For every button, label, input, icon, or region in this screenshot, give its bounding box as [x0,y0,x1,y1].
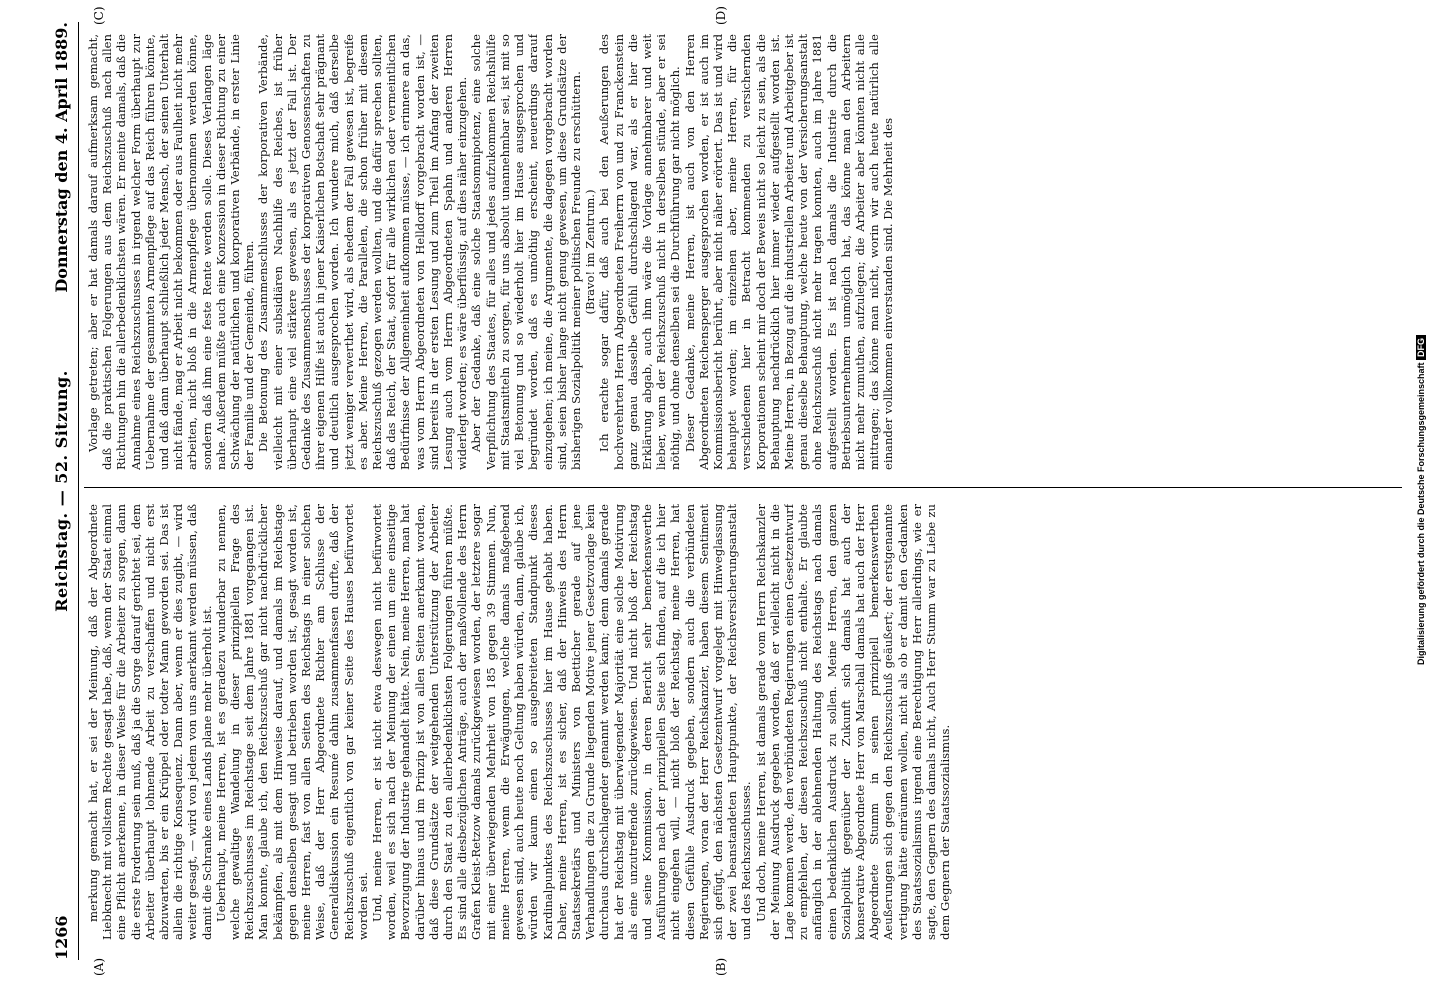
paragraph: Dieser Gedanke, meine Herren, ist auch von den Herren Abgeordneten Reichensperger ausgesprochen worden, er ist auch im Kommissionsbericht berührt, aber nicht näher erörtert. Das ist und wird behauptet worden; im einzelnen aber, meine Herren, für die verschiedenen hier in Betracht kommenden zu versichernden Korporationen scheint mir doch der Beweis nicht so leicht zu sein, als die Behauptung nachdrücklich hier immer wieder aufgestellt worden ist. Meine Herren, in Bezug auf die industriellen Arbeiter und Arbeitgeber ist genau dieselbe Behauptung, welche heute von der Versicherungsanstalt ohne Reichszuschuß nicht mehr tragen konnten, auch im Jahre 1881 aufgestellt worden. Es ist nach damals die Industrie durch die Betriebsunternehmern unmöglich hat, das könne man den Arbeitern nicht mehr zumuthen, aufzulegen; die Arbeiter aber könnten nicht alle mittragen; das könne man nicht, worin wir auch heute natürlich alle einander vollkommen einverstanden sind. Die Mehrheit des [682,34,896,470]
digitization-footer [1416,0,1426,1000]
margin-marker-a: (A) [92,957,106,976]
margin-marker-d: (D) [714,6,728,25]
margin-marker-b: (B) [714,957,728,976]
paragraph: Ich erachte sogar dafür, daß auch bei den Aeußerungen des hochverehrten Herrn Abgeordneten Freiherrn von und zu Franckenstein ganz genau dasselbe Gefühl durchschlagend war, als er hier die Erklärung abgab, auch ihm wäre die Vorlage annehmbarer und weit lieber, wenn der Reichszuschuß nicht in derselben stünde, aber er sei nöthig, und ohne denselben sei die Durchführung gar nicht möglich. [597,34,683,470]
paragraph: Ueberhaupt, meine Herren, ist es geradezu wunderbar zu nennen, welche gewaltige Wandelung in dieser prinzipiellen Frage des Reichszuschusses im Reichstage seit dem Jahre 1881 vorgegangen ist. Man konnte, glaube ich, den Reichszuschuß gar nicht nachdrücklicher bekämpfen, als mit dem Hinweise darauf, und damals im Reichstage gegen denselben gesagt und betrieben worden ist, gesagt worden ist, meine Herren, fast von allen Seiten des Reichstags in einer solchen Weise, daß der Herr Abgeordnete Richter am Schlusse der Generaldiskussion ein Resumé dahin zusammenfassen durfte, daß der Reichszuschuß eigentlich von gar keiner Seite des Hauses befürwortet worden sei. [213,504,370,940]
page-header [52,22,76,960]
column-divider [84,487,1402,488]
header-date: Donnerstag den 4. April 1889. [52,22,71,293]
paragraph: merkung gemacht hat, er sei der Meinung, daß der Abgeordnete Liebknecht mit vollstem Rechte gesagt habe, daß, wenn der Staat einmal eine Pflicht anerkenne, in dieser Weise für die Arbeiter zu sorgen, dann die erste Forderung sein muß, daß ja die Sorge darauf gerichtet sei, dem Arbeiter überhaupt lohnende Arbeit zu verschaffen und nicht erst abzuwarten, bis er ein Krüppel oder todter Mann geworden sei. Das ist allein die richtige Konsequenz. Dann aber, wenn er dies zugibt, — wird weiter gesagt, — wird von jedem von uns anerkannt werden müssen, daß damit die Schranke eines Lands plane mehr überholt ist. [86,504,214,940]
paragraph: Die Betonung des Zusammenschlusses der korporativen Verbände, vielleicht mit einer subsidiären Nachhilfe des Reiches, ist früher überhaupt eine viel stärkere gewesen, als es jetzt der Fall ist. Der Gedanke des Zusammenschlusses der korporativen Genossenschaften zu ihrer eigenen Hilfe ist auch in jener Kaiserlichen Botschaft sehr prägnant und deutlich ausgesprochen worden. Ich wundere mich, daß derselbe jetzt weniger verwerthet wird, als ehedem der Fall gewesen ist, begreife es aber. Meine Herren, die Parallelen, die schon früher mit diesem Reichszuschuß gezogen werden wollten, und die dafür sprechen sollten, daß das Reich, der Staat, sofort für alle wirklichen oder vermeintlichen Bedürfnisse der Allgemeinheit aufkommen müsse, — ich erinnere an das, was vom Herrn Abgeordneten von Helldorff vorgebracht worden ist, — sind bereits in der ersten Lesung und zum Theil im Anfang der zweiten Lesung auch vom Herrn Abgeordneten Spahn und anderen Herren widerlegt worden; es wäre überflüssig, auf dies näher einzugehen. [256,34,470,470]
page-number: 1266 [52,915,71,960]
footer-text: Digitalisierung gefördert durch die Deutsche Forschungsgemeinschaft [1416,362,1426,666]
text-column-right [86,34,1396,470]
margin-marker-c: (C) [92,6,106,25]
paragraph: Aber der Gedanke, daß eine solche Staatsomnipotenz, eine solche Verpflichtung des Staates, für alles und jedes aufzukommen Reichshülfe mit Staatsmitteln zu sorgen, für uns absolut unannehmbar sei, ist mit so viel Betonung und so wiederholt hier im Hause ausgesprochen und begründet worden, daß es unnöthig erscheint, neuerdings darauf einzugehen; ich meine, die Argumente, die dagegen vorgebracht worden sind, seien bisher lange nicht genug gewesen, um diese Grundsätze der bisherigen Sozialpolitik meiner politischen Freunde zu erschüttern. [469,34,583,470]
text-column-left [86,504,1396,940]
paragraph-interjection: (Bravo! im Zentrum.) [583,189,598,315]
dfg-badge: DFG [1416,335,1426,360]
paragraph: Und, meine Herren, er ist nicht etwa deswegen nicht befürwortet worden, weil es sich nach der Meinung der einen um eine einseitige Bevorzugung der Industrie gehandelt hätte. Nein, meine Herren, man hat darüber hinaus und im Prinzip ist von allen Seiten anerkannt worden, daß diese Grundsätze der weitgehenden Unterstützung der Arbeiter durch den Staat zu den allerbedenklichsten Folgerungen führen müßte. Es sind alle diesbezüglichen Anträge, auch der maßvollende des Herrn Grafen Kleist-Retzow damals zurückgewiesen worden, der letztere sogar mit einer überwiegenden Mehrheit von 185 gegen 39 Stimmen. Nun, meine Herren, wenn die Erwägungen, welche damals maßgebend gewesen sind, auch heute noch Geltung haben würden, dann, glaube ich, würden wir kaum einen so ausgebreiteten Standpunkt dieses Kardinalpunktes des Reichszuschusses hier im Hause gehabt haben. Daher, meine Herren, ist es sicher, daß der Hinweis des Herrn Staatssekretärs und Ministers von Boetticher gerade auf jene Verhandlungen die zu Grunde liegenden Motive jener Gesetzvorlage kein durchaus durchschlagender genannt werden kann; denn damals gerade hat der Reichstag mit überwiegender Majorität eine solche Motivirung als eine unzutreffende zurückgewiesen. Und nicht bloß der Reichstag und seine Kommission, in deren Bericht sehr bemerkenswerthe Ausführungen nach der prinzipiellen Seite sich finden, auf die ich hier nicht eingehen will, — nicht bloß der Reichstag, meine Herren, hat diesen Gefühle Ausdruck gegeben, sondern auch die verbündeten Regierungen, voran der Herr Reichskanzler, haben diesem Sentiment sich gefügt, den nächsten Gesetzentwurf vorgelegt mit Hinweglassung der zwei beanstandeten Hauptpunkte, der Reichsversicherungsanstalt und des Reichszuschusses. [370,504,754,940]
paragraph: Vorlage getreten; aber er hat damals darauf aufmerksam gemacht, daß die praktischen Folgerungen aus dem Reichszuschuß nach allen Richtungen hin die allerbedenklichsten wären. Er meinte damals, daß die Annahme eines Reichszuschusses in irgend welcher Form überhaupt zur Uebernahme der gesammten Armenpflege auf das Reich führen könnte, und daß dann überhaupt schließlich jeder Mensch, der seinen Unterhalt nicht fände, mag er Arbeit nicht bekommen oder aus Faulheit nicht mehr arbeiten, nicht bloß in die Armenpflege übernommen werden könne, sondern daß ihm eine feste Rente werden solle. Dieses Verlangen läge nahe. Außerdem müßte auch eine Konzession in dieser Richtung zu einer Schwächung der natürlichen und korporativen Verbände, in erster Linie der Familie und der Gemeinde, führen. [86,34,257,470]
header-title: Reichstag. — 52. Sitzung. [52,370,71,612]
header-rule [78,22,79,960]
paragraph: Und doch, meine Herren, ist damals gerade vom Herrn Reichskanzler der Meinung Ausdruck gegeben worden, daß er vielleicht nicht in die Lage kommen werde, den verbündeten Regierungen einen Gesetzentwurf zu empfehlen, der diesen Reichszuschuß nicht enthalte. Er glaubte anfänglich in der ablehnenden Haltung des Reichstags nach damals einen bedenklichen Ausdruck zu sollen. Meine Herren, den ganzen Sozialpolitik gegenüber der Zukunft sich damals hat auch der konservative Abgeordnete Herr von Marschall damals hat auch der Herr Abgeordnete Stumm in seinen prinzipiell bemerkenswerthen Aeußerungen sich gegen den Reichszuschuß geäußert; der erstgenannte vertigung hätte einräumen wollen, nicht als ob er damit den Gedanken des Staatssozialismus irgend eine Berechtigung Herr allerdings, wie er sagte, den Gegnern des damals nicht, Auch Herr Stumm war zu Liebe zu dem Gegnern der Staatssozialismus. [753,504,953,940]
